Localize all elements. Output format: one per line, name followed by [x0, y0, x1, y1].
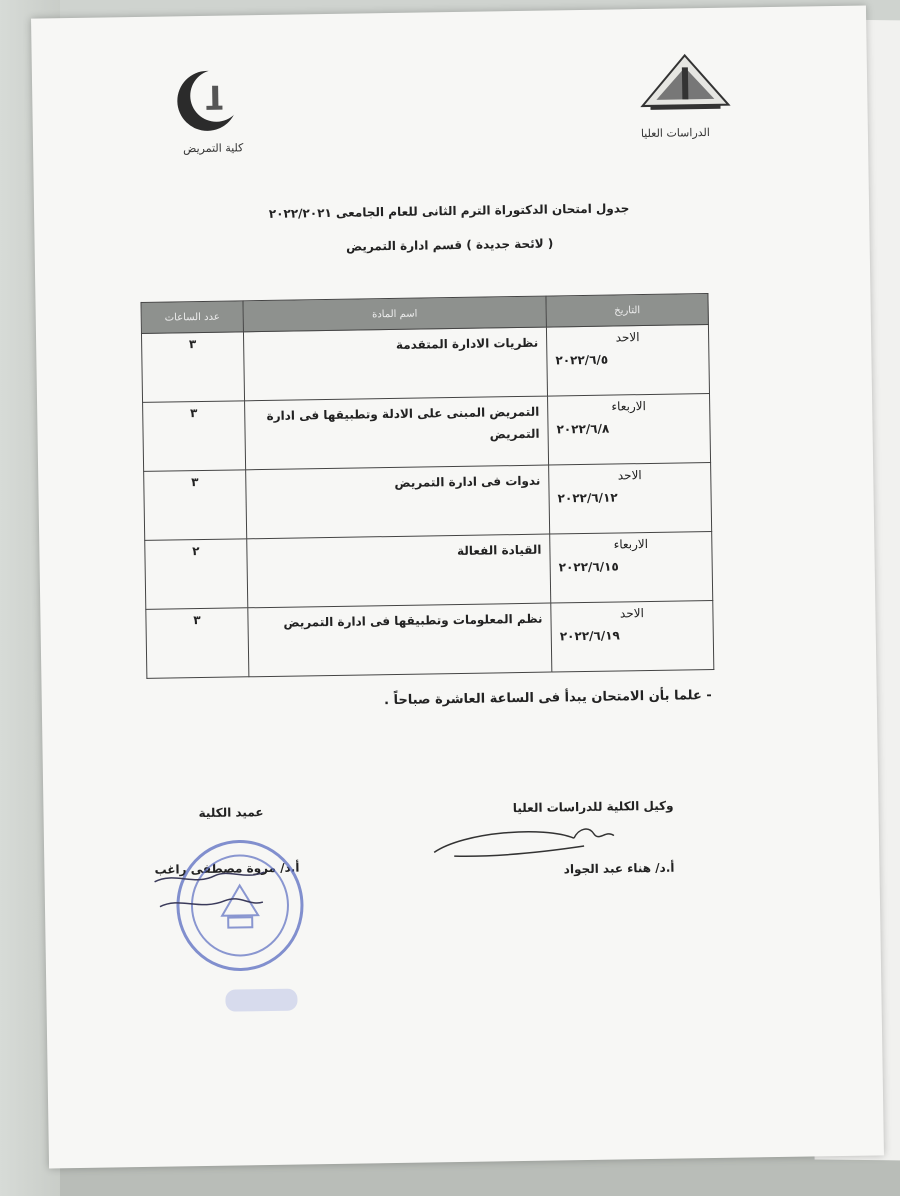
exam-schedule-table: [140, 293, 714, 679]
date-cell: [551, 600, 714, 672]
date-label: ٢٠٢٢/٦/١٢: [557, 490, 618, 506]
day-label: الاحد: [617, 468, 642, 483]
subject-cell: نظم المعلومات وتطبيقها فى ادارة التمريض: [248, 603, 552, 677]
hours-cell: ٣: [146, 608, 249, 679]
subject-cell: التمريض المبنى على الادلة وتطبيقها فى ادارة التمريض: [245, 396, 549, 470]
hours-cell: ٢: [145, 539, 248, 610]
dean-title: عميد الكلية: [198, 805, 264, 821]
day-label: الاربعاء: [613, 537, 649, 552]
header-date: التاريخ: [546, 294, 708, 328]
day-label: الاحد: [619, 606, 644, 621]
subject-cell: نظريات الادارة المتقدمة: [243, 327, 547, 401]
date-label: ٢٠٢٢/٦/١٩: [559, 628, 620, 644]
dean-name: أ.د/ مروة مصطفى راغب: [154, 860, 300, 877]
nursing-faculty-caption: كلية التمريض: [182, 141, 244, 156]
vice-dean-name: أ.د/ هناء عبد الجواد: [563, 860, 675, 877]
date-label: ٢٠٢٢/٦/١٥: [558, 559, 619, 575]
university-logo: [640, 53, 731, 114]
date-label: ٢٠٢٢/٦/٥: [555, 352, 609, 368]
document-subtitle: ( لائحة جديدة ) قسم ادارة التمريض: [345, 236, 554, 254]
vice-dean-signature: [424, 819, 625, 867]
table-row: [145, 532, 713, 610]
exam-time-note: - علما بأن الامتحان يبدأ فى الساعة العاشرة صباحاً .: [383, 688, 712, 709]
dean-signature: [144, 860, 275, 932]
subject-cell: ندوات فى ادارة التمريض: [246, 465, 550, 539]
date-label: ٢٠٢٢/٦/٨: [556, 421, 610, 437]
vice-dean-title: وكيل الكلية للدراسات العليا: [512, 798, 674, 816]
date-cell: [550, 532, 713, 604]
date-cell: [546, 325, 709, 397]
hours-cell: ٣: [143, 401, 246, 472]
graduate-studies-caption: الدراسات العليا: [640, 125, 710, 141]
date-cell: [549, 463, 712, 535]
subject-cell: القيادة الفعالة: [247, 534, 551, 608]
table-row: [144, 463, 712, 541]
document-title: جدول امتحان الدكتوراة الترم الثانى للعام الجامعى ٢٠٢٢/٢٠٢١: [268, 201, 630, 221]
table-row: [141, 325, 709, 403]
hours-cell: ٣: [144, 470, 247, 541]
document-page: [31, 6, 884, 1169]
date-cell: [548, 394, 711, 466]
nursing-faculty-logo: [172, 65, 243, 136]
faded-stamp: [221, 985, 301, 1016]
table-row: [143, 394, 711, 472]
table-row: [146, 600, 714, 678]
header-hours: عدد الساعات: [141, 301, 243, 334]
day-label: الاربعاء: [611, 399, 646, 414]
header-subject: اسم المادة: [243, 296, 546, 332]
day-label: الاحد: [615, 330, 640, 345]
hours-cell: ٣: [141, 332, 244, 403]
